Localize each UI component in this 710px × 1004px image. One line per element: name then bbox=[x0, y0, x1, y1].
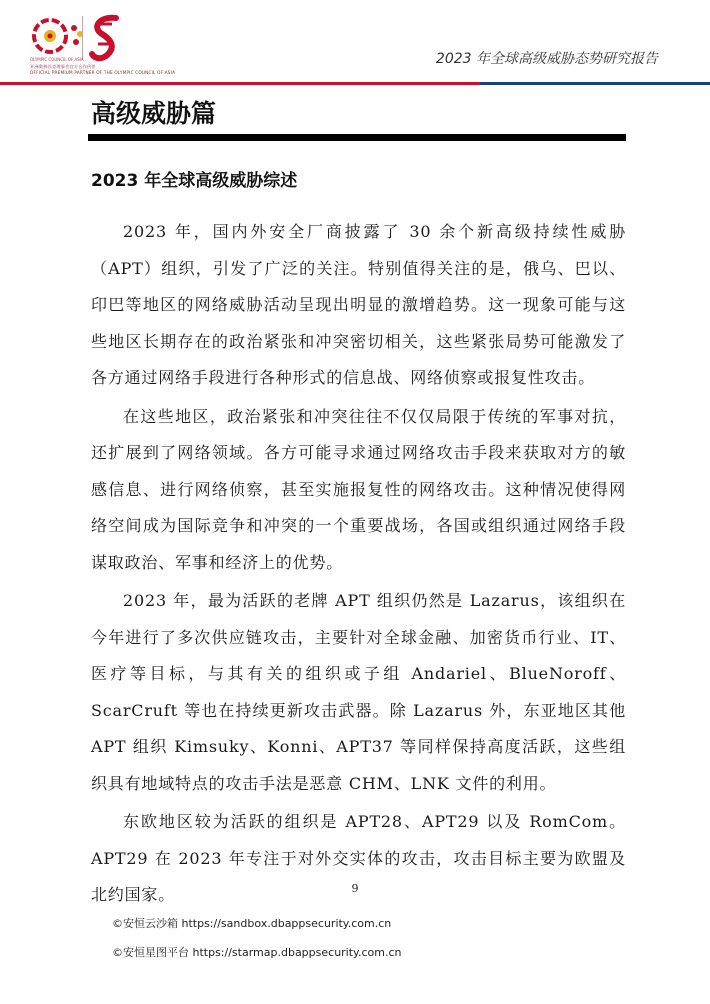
hangzhou-games-logo-icon bbox=[88, 14, 124, 62]
footer-starmap-link: ©安恒星图平台 https://starmap.dbappsecurity.com.cn bbox=[112, 946, 402, 959]
logo-caption-line-2: OFFICIAL PREMIUM PARTNER OF THE OLYMPIC COUNCIL OF ASIA bbox=[30, 70, 176, 75]
section-title-bar bbox=[88, 134, 626, 141]
subsection-title: 2023 年全球高级威胁综述 bbox=[91, 171, 298, 191]
report-title: 2023 年全球高级威胁态势研究报告 bbox=[435, 51, 658, 67]
page-header bbox=[0, 0, 710, 96]
page-number: 9 bbox=[351, 882, 359, 895]
logo-divider bbox=[82, 16, 83, 60]
paragraph: 东欧地区较为活跃的组织是 APT28、APT29 以及 RomCom。APT29 在 2023 年专注于对外交实体的攻击，攻击目标主要为欧盟及北约国家。 bbox=[91, 812, 626, 904]
header-rule-red bbox=[0, 82, 480, 85]
logo-top-text: OLYMPIC COUNCIL OF ASIA bbox=[30, 57, 84, 62]
paragraph: 2023 年，最为活跃的老牌 APT 组织仍然是 Lazarus，该组织在今年进行了多次供应链攻击，主要针对全球金融、加密货币行业、IT、医疗等目标，与其有关的组织或子组 Andariel、BlueNoroff、ScarCruft 等也在持续更新攻击武器。除 Lazarus 外，东亚地区其他 APT 组织 Kimsuky、Konni、APT37 等同样保持高度活跃，这些组织具有地域特点的攻击手法是恶意 CHM、LNK 文件的利用。 bbox=[91, 591, 626, 793]
logo-caption-line-1: 亚洲奥林匹克理事会官方合作伙伴 bbox=[30, 64, 96, 69]
body-text bbox=[91, 214, 626, 916]
section-title: 高级威胁篇 bbox=[91, 99, 217, 128]
logo-caption bbox=[30, 64, 176, 76]
paragraph: 2023 年，国内外安全厂商披露了 30 余个新高级持续性威胁（APT）组织，引发了广泛的关注。特别值得关注的是，俄乌、巴以、印巴等地区的网络威胁活动呈现出明显的激增趋势。这一现象可能与这些地区长期存在的政治紧张和冲突密切相关，这些紧张局势可能激发了各方通过网络手段进行各种形式的信息战、网络侦察或报复性攻击。 bbox=[91, 222, 626, 387]
paragraph: 在这些地区，政治紧张和冲突往往不仅仅局限于传统的军事对抗，还扩展到了网络领域。各方可能寻求通过网络攻击手段来获取对方的敏感信息、进行网络侦察，甚至实施报复性的网络攻击。这种情况使得网络空间成为国际竞争和冲突的一个重要战场，各国或组织通过网络手段谋取政治、军事和经济上的优势。 bbox=[91, 406, 626, 572]
footer-sandbox-link: ©安恒云沙箱 https://sandbox.dbappsecurity.com.cn bbox=[112, 917, 392, 930]
header-rule-blue bbox=[480, 82, 710, 85]
